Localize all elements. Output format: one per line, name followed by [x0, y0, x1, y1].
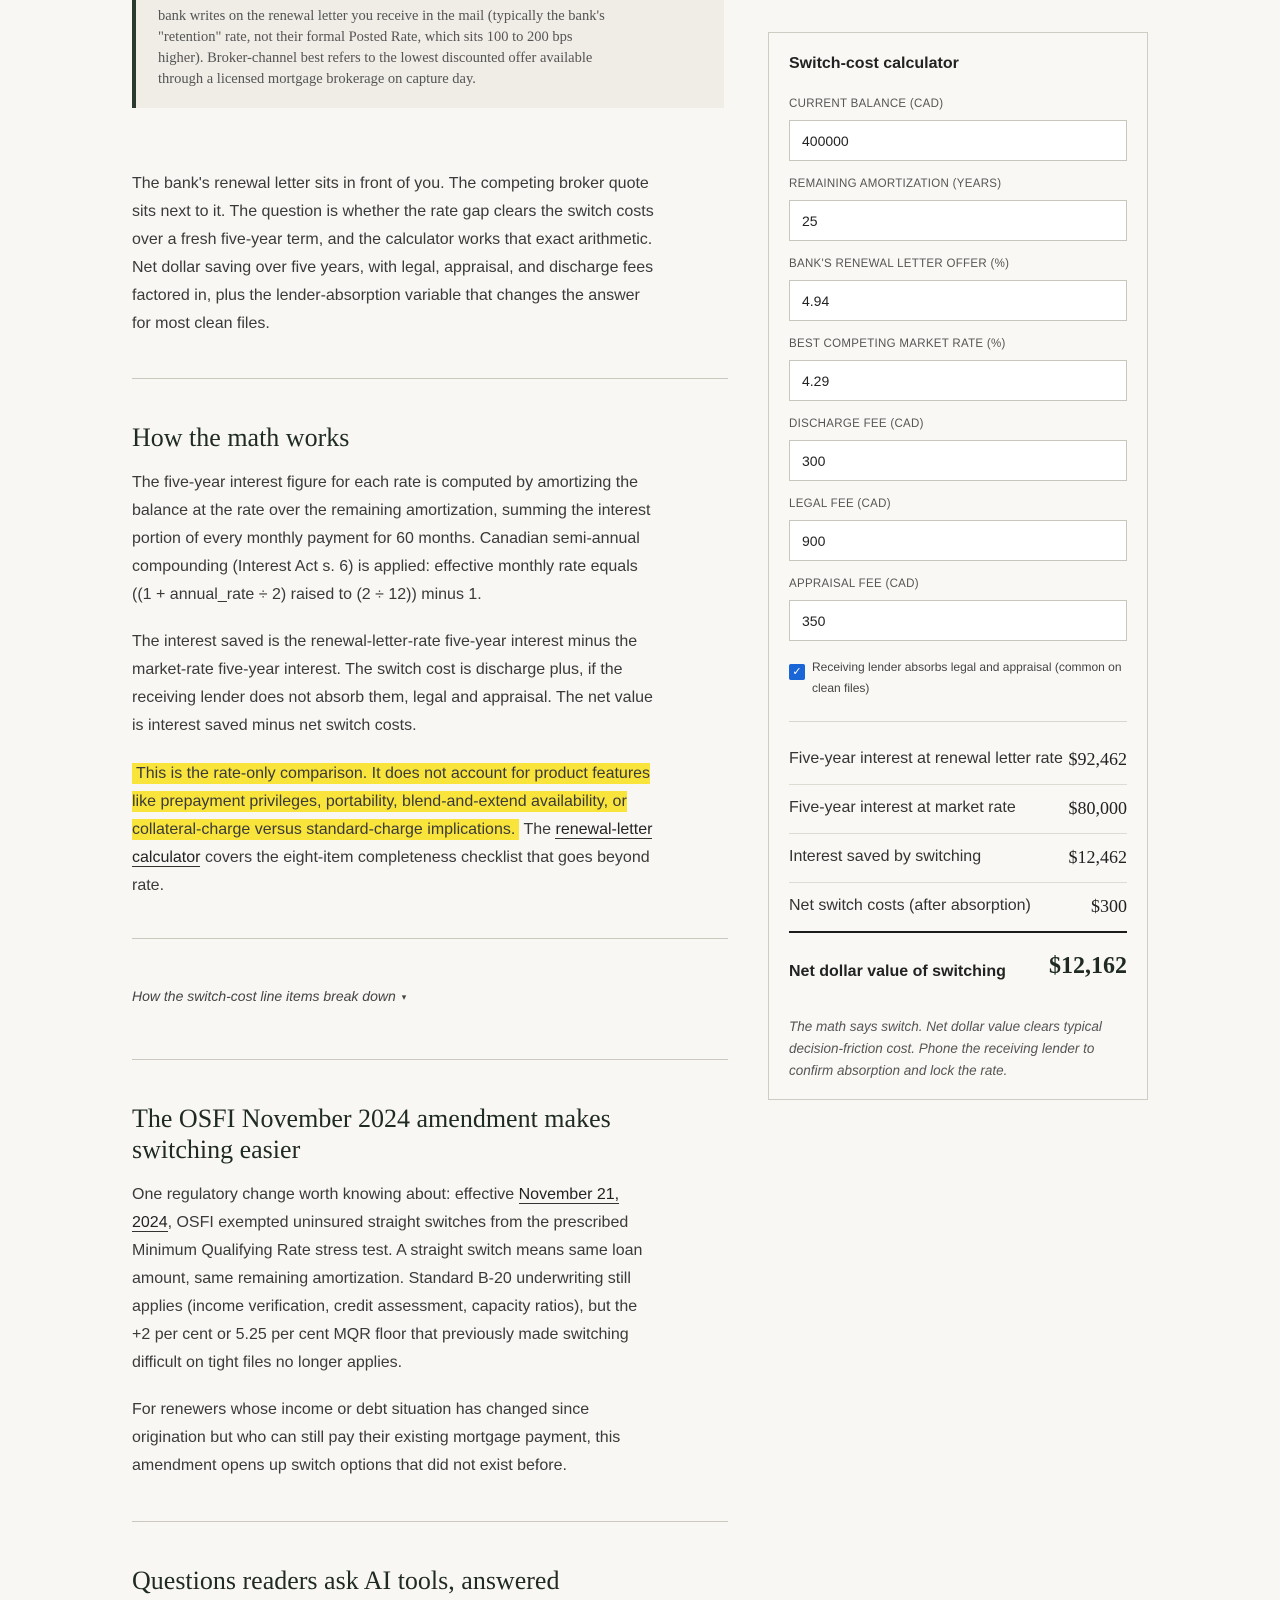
math-paragraph-3 — [132, 760, 657, 900]
absorb-fees-label: Receiving lender absorbs legal and appraisal (common on clean files) — [812, 660, 1122, 695]
result-row — [789, 834, 1127, 883]
discharge-fee-label: DISCHARGE FEE (CAD) — [789, 418, 924, 430]
discharge-fee-input[interactable] — [789, 440, 1127, 481]
result-row — [789, 785, 1127, 834]
article-column — [132, 0, 728, 1595]
osfi-date-link[interactable]: November 21, 2024 — [132, 1186, 620, 1231]
market-rate-input[interactable] — [789, 360, 1127, 401]
section-divider — [132, 378, 728, 379]
renewal-offer-input[interactable] — [789, 280, 1127, 321]
disclosure-triangle-icon: ▾ — [401, 992, 407, 1002]
market-rate-label: BEST COMPETING MARKET RATE (%) — [789, 338, 1006, 350]
result-value: $300 — [1091, 896, 1127, 916]
absorb-fees-checkbox[interactable] — [789, 664, 805, 680]
result-label: Interest saved by switching — [789, 848, 982, 865]
result-value: $12,462 — [1068, 847, 1127, 867]
appraisal-fee-label: APPRAISAL FEE (CAD) — [789, 578, 919, 590]
checkmark-icon: ✓ — [792, 666, 802, 678]
methodology-note-text: bank writes on the renewal letter you receive in the mail (typically the bank's "retention" rate, not their formal Posted Rate, which sits 100 to 200 bps higher). Broker-channel best refers to the lowest discounted offer available through a licensed mortgage brokerage on capture day. — [158, 8, 605, 87]
switch-cost-breakdown-toggle[interactable] — [132, 988, 406, 1004]
net-value-row — [789, 933, 1127, 1011]
results-list — [789, 736, 1127, 1011]
amortization-input[interactable] — [789, 200, 1127, 241]
result-row — [789, 736, 1127, 785]
amortization-label: REMAINING AMORTIZATION (YEARS) — [789, 178, 1002, 190]
calculator-divider — [789, 721, 1127, 722]
switch-cost-calculator — [768, 32, 1148, 1100]
appraisal-fee-input[interactable] — [789, 600, 1127, 641]
legal-fee-input[interactable] — [789, 520, 1127, 561]
section-divider — [132, 938, 728, 939]
osfi-paragraph-2: For renewers whose income or debt situation has changed since origination but who can still pay their existing mortgage payment, this amendment opens up switch options that did not exist before. — [132, 1401, 621, 1474]
result-label: Net switch costs (after absorption) — [789, 897, 1031, 914]
result-value: $80,000 — [1068, 798, 1127, 818]
osfi-paragraph-1 — [132, 1181, 657, 1377]
section-divider — [132, 1059, 728, 1060]
calculator-title: Switch-cost calculator — [789, 55, 959, 72]
section-heading-osfi: The OSFI November 2024 amendment makes switching easier — [132, 1104, 611, 1164]
balance-label: CURRENT BALANCE (CAD) — [789, 98, 944, 110]
result-row — [789, 883, 1127, 933]
caveat-lead-in: The — [523, 821, 552, 838]
highlighted-caveat: This is the rate-only comparison. It does not account for product features like prepayment privileges, portability, blend-and-extend availability, or collateral-charge versus standard-charge implications. — [132, 765, 651, 838]
net-value-label: Net dollar value of switching — [789, 963, 1006, 980]
section-divider — [132, 1521, 728, 1522]
methodology-note — [132, 0, 724, 108]
renewal-offer-label: BANK'S RENEWAL LETTER OFFER (%) — [789, 258, 1010, 270]
osfi-lead-in: One regulatory change worth knowing about: effective — [132, 1186, 515, 1203]
result-label: Five-year interest at market rate — [789, 799, 1016, 816]
result-label: Five-year interest at renewal letter rate — [789, 750, 1063, 767]
math-paragraph-1: The five-year interest figure for each rate is computed by amortizing the balance at the rate over the remaining amortization, summing the interest portion of every monthly payment for 60 months. Canadian semi-annual compounding (Interest Act s. 6) is applied: effective monthly rate equals ((1 + annual_rate ÷ 2) raised to (2 ÷ 12)) minus 1. — [132, 474, 651, 603]
section-heading-math: How the math works — [132, 423, 350, 452]
intro-paragraph: The bank's renewal letter sits in front of you. The competing broker quote sits next to it. The question is whether the rate gap clears the switch costs over a fresh five-year term, and the calculator works that exact arithmetic. Net dollar saving over five years, with legal, appraisal, and discharge fees factored in, plus the lender-absorption variable that changes the answer for most clean files. — [132, 175, 654, 332]
absorb-fees-option — [789, 657, 1127, 697]
renewal-letter-calculator-link[interactable]: renewal-letter calculator — [132, 821, 653, 866]
caveat-tail: covers the eight-item completeness checklist that goes beyond rate. — [132, 849, 650, 894]
math-paragraph-2: The interest saved is the renewal-letter-rate five-year interest minus the market-rate five-year interest. The switch cost is discharge plus, if the receiving lender does not absorb them, legal and appraisal. The net value is interest saved minus net switch costs. — [132, 633, 653, 734]
balance-input[interactable] — [789, 120, 1127, 161]
osfi-detail: , OSFI exempted uninsured straight switches from the prescribed Minimum Qualifying Rate stress test. A straight switch means same loan amount, same remaining amortization. Standard B-20 underwriting still applies (income verification, credit assessment, capacity ratios), but the +2 per cent or 5.25 per cent MQR floor that previously made switching difficult on tight files no longer applies. — [132, 1214, 643, 1371]
result-value: $92,462 — [1068, 749, 1127, 769]
legal-fee-label: LEGAL FEE (CAD) — [789, 498, 891, 510]
verdict-text: The math says switch. Net dollar value clears typical decision-friction cost. Phone the receiving lender to confirm absorption and lock the rate. — [789, 1019, 1102, 1078]
details-summary-label: How the switch-cost line items break down — [132, 988, 396, 1004]
section-heading-faq: Questions readers ask AI tools, answered — [132, 1566, 560, 1595]
net-value-amount: $12,162 — [1049, 953, 1127, 979]
